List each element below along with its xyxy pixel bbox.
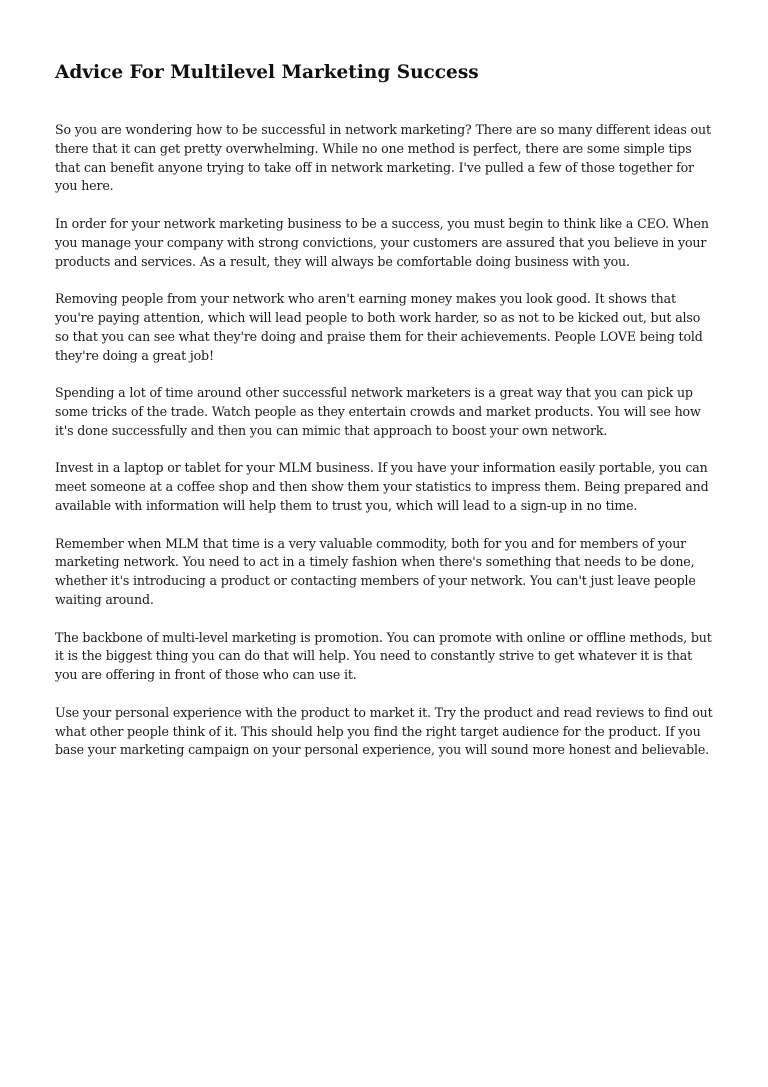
paragraph-3: Removing people from your network who aren't earning money makes you look good. It shows that you're paying attention, which will lead people to both work harder, so as not to be kicked out, but also so that you can see what they're doing and praise them for their achievements. People LOVE being told they're doing a great job! — [55, 291, 703, 363]
paragraph-1: So you are wondering how to be successful in network marketing? There are so many different ideas out there that it can get pretty overwhelming. While no one method is perfect, there are some simple tips that can benefit anyone trying to take off in network marketing. I've pulled a few of those together for you here. — [55, 122, 711, 194]
paragraph-2: In order for your network marketing business to be a success, you must begin to think like a CEO. When you manage your company with strong convictions, your customers are assured that you believe in your products and services. As a result, they will always be comfortable doing business with you. — [55, 215, 709, 269]
article-body — [55, 121, 715, 779]
paragraph-4: Spending a lot of time around other successful network marketers is a great way that you can pick up some tricks of the trade. Watch people as they entertain crowds and market products. You will see how it's done successfully and then you can mimic that approach to boost your own network. — [55, 385, 701, 438]
paragraph-7: The backbone of multi-level marketing is promotion. You can promote with online or offline methods, but it is the biggest thing you can do that will help. You need to constantly strive to get whatever it is that you are offering in front of those who can use it. — [55, 629, 712, 683]
page-title: Advice For Multilevel Marketing Success — [55, 62, 479, 83]
paragraph-8: Use your personal experience with the product to market it. Try the product and read reviews to find out what other people think of it. This should help you find the right target audience for the product. If you base your marketing campaign on your personal experience, you will sound more honest and believable. — [55, 704, 713, 758]
paragraph-6: Remember when MLM that time is a very valuable commodity, both for you and for members of your marketing network. You need to act in a timely fashion when there's something that needs to be done, whether it's introducing a product or contacting members of your network. You can't just leave people waiting around. — [55, 535, 696, 607]
paragraph-5: Invest in a laptop or tablet for your MLM business. If you have your information easily portable, you can meet someone at a coffee shop and then show them your statistics to impress them. Being prepared and available with information will help them to trust you, which will lead to a sign-up in no time. — [55, 460, 709, 513]
